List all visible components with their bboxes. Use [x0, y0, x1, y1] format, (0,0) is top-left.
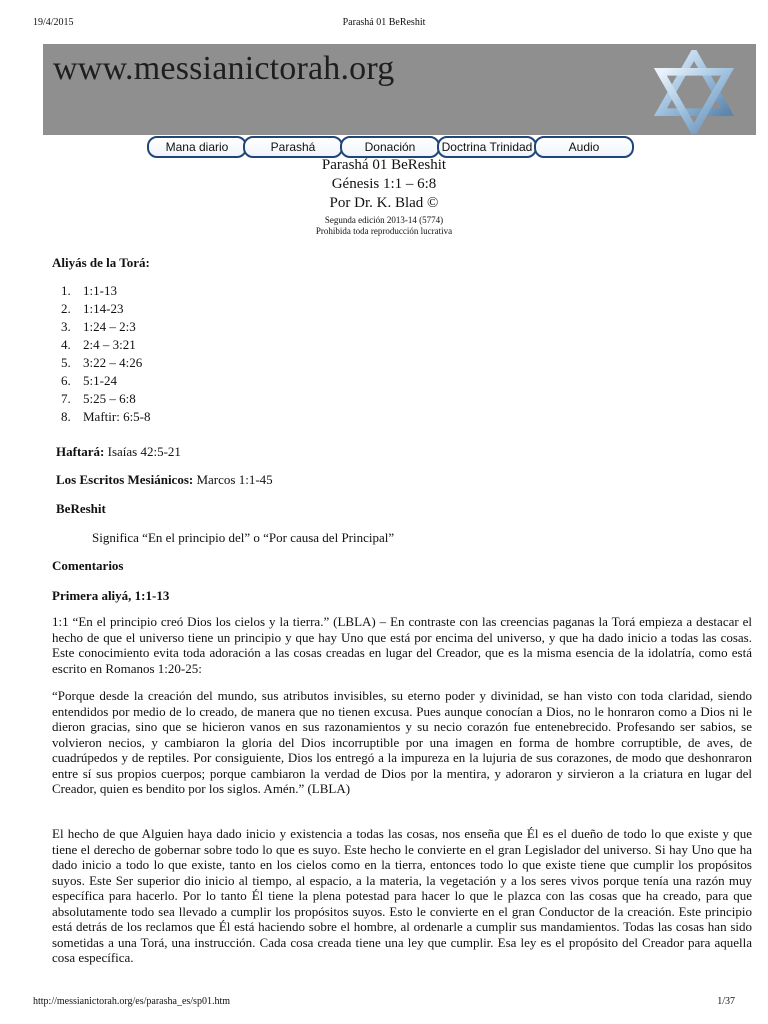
primera-aliya-heading: Primera aliyá, 1:1-13 — [52, 588, 170, 603]
list-number: 6. — [61, 373, 71, 388]
paragraph-romanos-quote: “Porque desde la creación del mundo, sus atributos invisibles, su eterno poder y divinidad, se han visto con toda claridad, siendo entendidos por medio de lo creado, de manera que no tienen excusa. Pues aunque conocían a Dios, no le honraron como a Dios ni le dieron gracias, sino que se hicieron vanos en sus razonamientos y su necio corazón fue entenebrecido. Profesando ser sabios, se volvieron necios, y cambiaron la gloria del Dios incorruptible por una imagen en forma de hombre corruptible, de aves, de cuadrúpedos y de reptiles. Por consiguiente, Dios los entregó a la impureza en la lujuria de sus corazones, de modo que deshonraron entre sí sus propios cuerpos; porque cambiaron la verdad de Dios por la mentira, y adoraron y sirvieron a la criatura en lugar del Creador, quien es bendito por los siglos. Amén.” (LBLA) — [52, 688, 752, 796]
print-url: http://messianictorah.org/es/parasha_es/sp01.htm — [33, 996, 231, 1007]
paragraph-creator: El hecho de que Alguien haya dado inicio y existencia a todas las cosas, nos enseña que Él es el dueño de todo lo que existe y que tiene el derecho de gobernar sobre todo lo que es suyo. Este hecho le convierte en el gran Legislador del universo. Si hay Uno que ha dado inicio a todo lo que existe, tanto en los cielos como en la tierra, entonces todo lo que existe tiene que cumplir los propósitos suyos. Este Ser superior dio inicio al tiempo, al espacio, a la materia, la vegetación y a los seres vivos porque tenía una razón muy específica para hacerlo. Por lo tanto Él tiene la plena potestad para hacer lo que le plazca con las cosas que ha creado, para que absolutamente todo sea llevado a cumplir los propósitos suyos. Esto le convierte en el gran Conductor de la creación. Este principio está detrás de los reclamos que Él está haciendo sobre el hombre, al ordenarle a cumplir sus mandamientos. Todas las cosas han sido sometidas a una Torá, una instrucción. Cada cosa creada tiene una ley que cumplir. Esa ley es el propósito del Creador para aquella cosa específica. — [52, 826, 752, 965]
aliya-range: 1:14-23 — [83, 301, 124, 316]
edition-line: Segunda edición 2013-14 (5774) — [324, 215, 444, 225]
star-of-david-icon — [652, 50, 736, 134]
page-number: 1/37 — [717, 996, 735, 1007]
bereshit-meaning: Significa “En el principio del” o “Por causa del Principal” — [92, 530, 395, 545]
site-banner — [43, 44, 756, 135]
list-number: 1. — [61, 283, 71, 298]
aliya-range: Maftir: 6:5-8 — [83, 409, 151, 424]
list-number: 3. — [61, 319, 71, 334]
escritos-value: Marcos 1:1-45 — [196, 472, 273, 487]
main-nav — [147, 136, 637, 156]
list-number: 8. — [61, 409, 71, 424]
list-item — [61, 318, 151, 336]
bereshit-heading: BeReshit — [56, 501, 106, 516]
list-item — [61, 300, 151, 318]
aliyas-list — [61, 282, 151, 426]
haftara-label: Haftará: — [56, 444, 105, 459]
aliya-range: 2:4 – 3:21 — [83, 337, 136, 352]
nav-doctrina-trinidad-button[interactable]: Doctrina Trinidad — [437, 136, 537, 158]
aliyas-heading: Aliyás de la Torá: — [52, 255, 150, 270]
aliya-range: 1:24 – 2:3 — [83, 319, 136, 334]
print-title: Parashá 01 BeReshit — [342, 17, 426, 28]
list-number: 7. — [61, 391, 71, 406]
list-item — [61, 372, 151, 390]
page-title: Parashá 01 BeReshit — [321, 157, 447, 173]
aliya-range: 5:1-24 — [83, 373, 117, 388]
escritos-label: Los Escritos Mesiánicos: — [56, 472, 194, 487]
escritos-line — [56, 472, 273, 488]
rights-line: Prohibida toda reproducción lucrativa — [315, 226, 453, 236]
nav-audio-button[interactable]: Audio — [534, 136, 634, 158]
aliya-range: 5:25 – 6:8 — [83, 391, 136, 406]
print-header — [33, 17, 735, 31]
list-item — [61, 282, 151, 300]
scripture-reference: Génesis 1:1 – 6:8 — [331, 176, 437, 192]
list-item — [61, 336, 151, 354]
haftara-line — [56, 444, 181, 460]
author-line: Por Dr. K. Blad © — [329, 195, 439, 211]
print-footer — [33, 996, 735, 1010]
paragraph-intro: 1:1 “En el principio creó Dios los cielos y la tierra.” (LBLA) – En contraste con las creencias paganas la Torá empieza a destacar el hecho de que el universo tiene un principio y que hay Uno que está por encima del universo, y que ha dado inicio a todas las cosas. Este conocimiento evita toda adoración a las cosas creadas en lugar del Creador, que es la misma esencia de la idolatría, como está escrito en Romanos 1:20-25: — [52, 614, 752, 676]
list-number: 4. — [61, 337, 71, 352]
nav-mana-diario-button[interactable]: Mana diario — [147, 136, 247, 158]
aliya-range: 1:1-13 — [83, 283, 117, 298]
list-item — [61, 354, 151, 372]
print-date: 19/4/2015 — [33, 17, 74, 28]
comentarios-heading: Comentarios — [52, 558, 124, 573]
nav-parasha-button[interactable]: Parashá — [243, 136, 343, 158]
site-name[interactable]: www.messianictorah.org — [53, 50, 395, 87]
list-number: 2. — [61, 301, 71, 316]
list-number: 5. — [61, 355, 71, 370]
nav-donacion-button[interactable]: Donación — [340, 136, 440, 158]
list-item — [61, 390, 151, 408]
list-item — [61, 408, 151, 426]
document-titles — [0, 156, 768, 237]
aliya-range: 3:22 – 4:26 — [83, 355, 143, 370]
haftara-value: Isaías 42:5-21 — [107, 444, 181, 459]
